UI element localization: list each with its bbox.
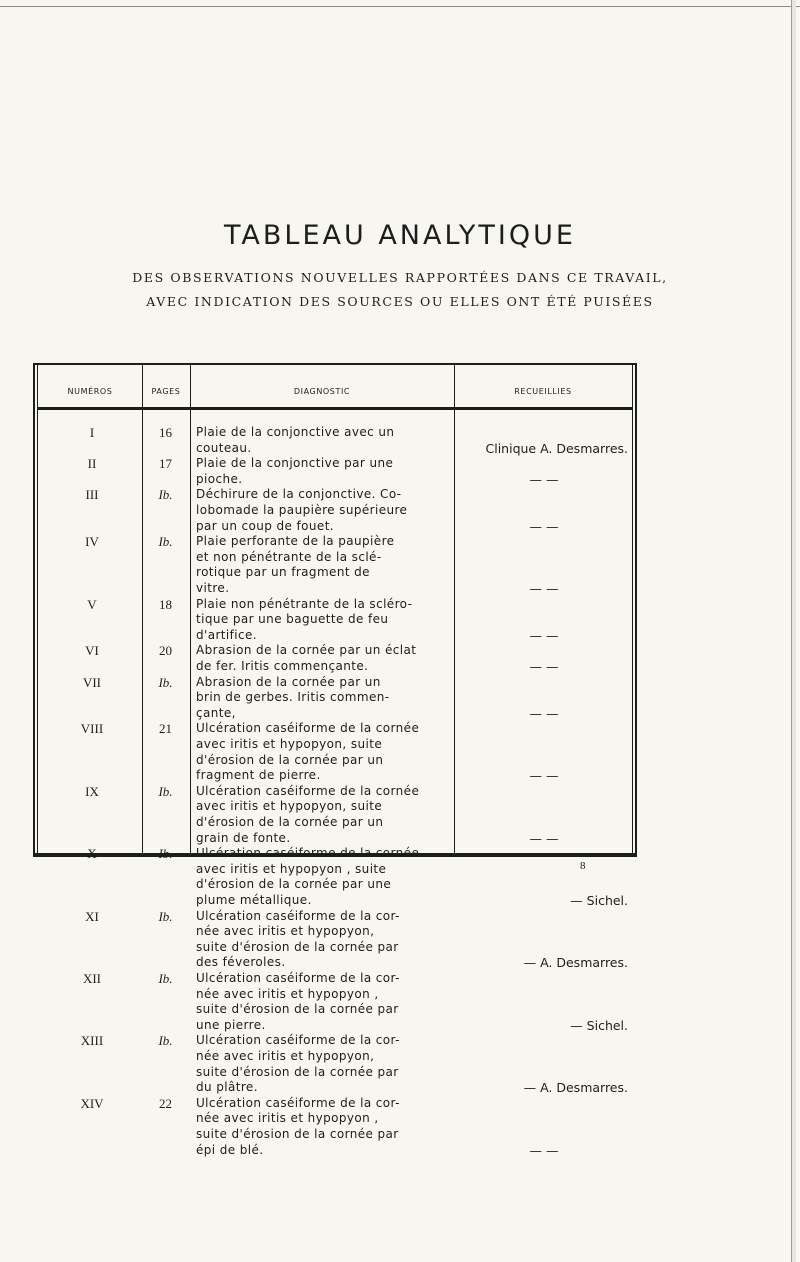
row-diagnostic-line: née avec iritis et hypopyon ,	[196, 1111, 379, 1126]
row-number: I	[89, 425, 95, 440]
table-inner-right-rule	[632, 365, 633, 853]
row-number: IX	[85, 783, 99, 799]
table-inner-left-rule	[37, 365, 38, 853]
header-diagnostic: DIAGNOSTIC	[293, 387, 351, 396]
row-diagnostic-line: fragment de pierre.	[196, 768, 321, 783]
row-diagnostic-line: d'érosion de la cornée par une	[196, 877, 392, 892]
row-recueillies: — A. Desmarres.	[523, 955, 628, 971]
row-diagnostic-line: d'érosion de la cornée par un	[196, 815, 384, 829]
row-diagnostic-line: suite d'érosion de la cornée par	[196, 1064, 399, 1079]
row-diagnostic-line: Abrasion de la cornée par un	[196, 674, 381, 689]
page-edge	[791, 0, 796, 1262]
row-diagnostic-line: suite d'érosion de la cornée par	[196, 939, 399, 954]
row-recueillies: — —	[529, 518, 559, 534]
row-diagnostic-line: rotique par un fragment de	[196, 565, 370, 580]
row-recueillies: — —	[529, 768, 559, 784]
row-diagnostic-line: avec iritis et hypopyon, suite	[196, 799, 383, 814]
row-diagnostic-line: avec iritis et hypopyon , suite	[196, 861, 387, 876]
row-diagnostic-line: née avec iritis et hypopyon,	[196, 1049, 375, 1063]
row-diagnostic-line: d'artifice.	[196, 627, 257, 642]
row-number: XI	[85, 908, 99, 924]
row-diagnostic-line: suite d'érosion de la cornée par	[196, 1002, 399, 1017]
row-diagnostic-line: Ulcération caséiforme de la cornée	[196, 783, 420, 798]
row-diagnostic-line: Plaie perforante de la paupière	[196, 534, 395, 549]
row-page: Ib.	[158, 783, 173, 799]
row-page: 20	[159, 643, 172, 659]
row-diagnostic-line: Ulcération caséiforme de la cornée	[196, 846, 420, 861]
row-number: II	[87, 456, 97, 472]
row-page: Ib.	[158, 674, 173, 690]
row-diagnostic-line: Plaie de la conjonctive par une	[196, 456, 394, 471]
row-recueillies: — Sichel.	[570, 1017, 628, 1033]
row-number: III	[85, 487, 99, 503]
row-page: 18	[159, 596, 172, 612]
row-page: 22	[159, 1095, 172, 1111]
row-diagnostic-line: lobomade la paupière supérieure	[196, 503, 408, 517]
top-rule	[0, 6, 800, 7]
row-diagnostic-line: Ulcération caséiforme de la cor-	[196, 971, 400, 985]
header-numeros: NUMÉROS	[67, 387, 113, 396]
row-number: VII	[82, 674, 102, 690]
row-page: Ib.	[158, 908, 173, 924]
row-diagnostic-line: Ulcération caséiforme de la cor-	[196, 1033, 400, 1048]
row-page: Ib.	[158, 534, 173, 550]
row-number: X	[87, 846, 97, 862]
row-diagnostic-line: Abrasion de la cornée par un éclat	[196, 643, 417, 658]
row-page: 21	[159, 721, 172, 737]
column-divider-recueillies	[454, 365, 455, 853]
row-diagnostic-line: par un coup de fouet.	[196, 518, 335, 533]
row-diagnostic-line: Ulcération caséiforme de la cornée	[196, 721, 420, 736]
header-rule	[37, 407, 633, 410]
row-diagnostic-line: couteau.	[196, 440, 252, 455]
row-page: Ib.	[158, 487, 173, 503]
row-diagnostic-line: Ulcération caséiforme de la cor-	[196, 1095, 400, 1110]
row-recueillies: Clinique A. Desmarres.	[485, 440, 628, 456]
header-recueillies: RECUEILLIES	[514, 387, 572, 396]
row-diagnostic-line: vitre.	[196, 581, 230, 595]
row-page: 17	[159, 456, 172, 472]
row-number: VI	[85, 643, 99, 659]
row-diagnostic-line: tique par une baguette de feu	[196, 612, 389, 627]
row-diagnostic-line: grain de fonte.	[196, 830, 291, 845]
row-diagnostic-line: épi de blé.	[196, 1142, 264, 1157]
table-row-final-recueillies: — —	[529, 1142, 559, 1158]
column-divider-diagnostic	[190, 365, 191, 853]
row-diagnostic-line: des féveroles.	[196, 955, 286, 970]
subtitle-line-1: DES OBSERVATIONS NOUVELLES RAPPORTÉES DANS CE TRAVAIL,	[132, 270, 668, 285]
row-diagnostic-line: suite d'érosion de la cornée par	[196, 1127, 399, 1141]
row-recueillies: — —	[529, 705, 559, 721]
row-diagnostic-line: brin de gerbes. Iritis commen-	[196, 690, 390, 705]
row-recueillies: — —	[529, 627, 559, 643]
row-diagnostic-line: avec iritis et hypopyon, suite	[196, 737, 383, 751]
row-diagnostic-line: Déchirure de la conjonctive. Co-	[196, 487, 402, 502]
row-diagnostic-line: née avec iritis et hypopyon,	[196, 924, 375, 939]
row-page: 16	[159, 425, 172, 440]
row-recueillies: — —	[529, 581, 559, 596]
row-number: XIII	[80, 1033, 104, 1049]
row-page: Ib.	[158, 971, 173, 986]
row-diagnostic-line: une pierre.	[196, 1017, 266, 1032]
row-diagnostic-line: plume métallique.	[196, 893, 312, 907]
page-number: 8	[580, 860, 586, 872]
row-diagnostic-line: çante,	[196, 705, 236, 720]
row-number: V	[87, 596, 97, 612]
row-diagnostic-line: Ulcération caséiforme de la cor-	[196, 908, 400, 923]
row-recueillies: — Sichel.	[570, 893, 628, 908]
row-diagnostic-line: Plaie de la conjonctive avec un	[196, 425, 395, 439]
row-diagnostic-line: du plâtre.	[196, 1080, 258, 1095]
row-number: XIV	[80, 1095, 104, 1111]
row-recueillies: — A. Desmarres.	[523, 1080, 628, 1096]
row-recueillies: — —	[529, 659, 559, 674]
page-title: TABLEAU ANALYTIQUE	[224, 220, 576, 251]
row-diagnostic-line: d'érosion de la cornée par un	[196, 752, 384, 767]
header-pages: PAGES	[151, 387, 181, 396]
row-recueillies: — —	[529, 471, 559, 487]
row-number: VIII	[80, 721, 104, 737]
row-recueillies: — —	[529, 830, 559, 846]
row-diagnostic-line: née avec iritis et hypopyon ,	[196, 986, 379, 1001]
row-diagnostic-line: et non pénétrante de la sclé-	[196, 549, 382, 564]
row-number: IV	[85, 534, 99, 550]
row-diagnostic-line: pioche.	[196, 471, 243, 486]
row-diagnostic-line: de fer. Iritis commençante.	[196, 659, 369, 673]
row-diagnostic-line: Plaie non pénétrante de la scléro-	[196, 596, 413, 611]
row-number: XII	[82, 971, 102, 986]
row-page: Ib.	[158, 1033, 173, 1049]
subtitle-line-2: AVEC INDICATION DES SOURCES OU ELLES ONT ÉTÉ PUISÉES	[146, 294, 654, 309]
row-page: Ib.	[158, 846, 173, 862]
